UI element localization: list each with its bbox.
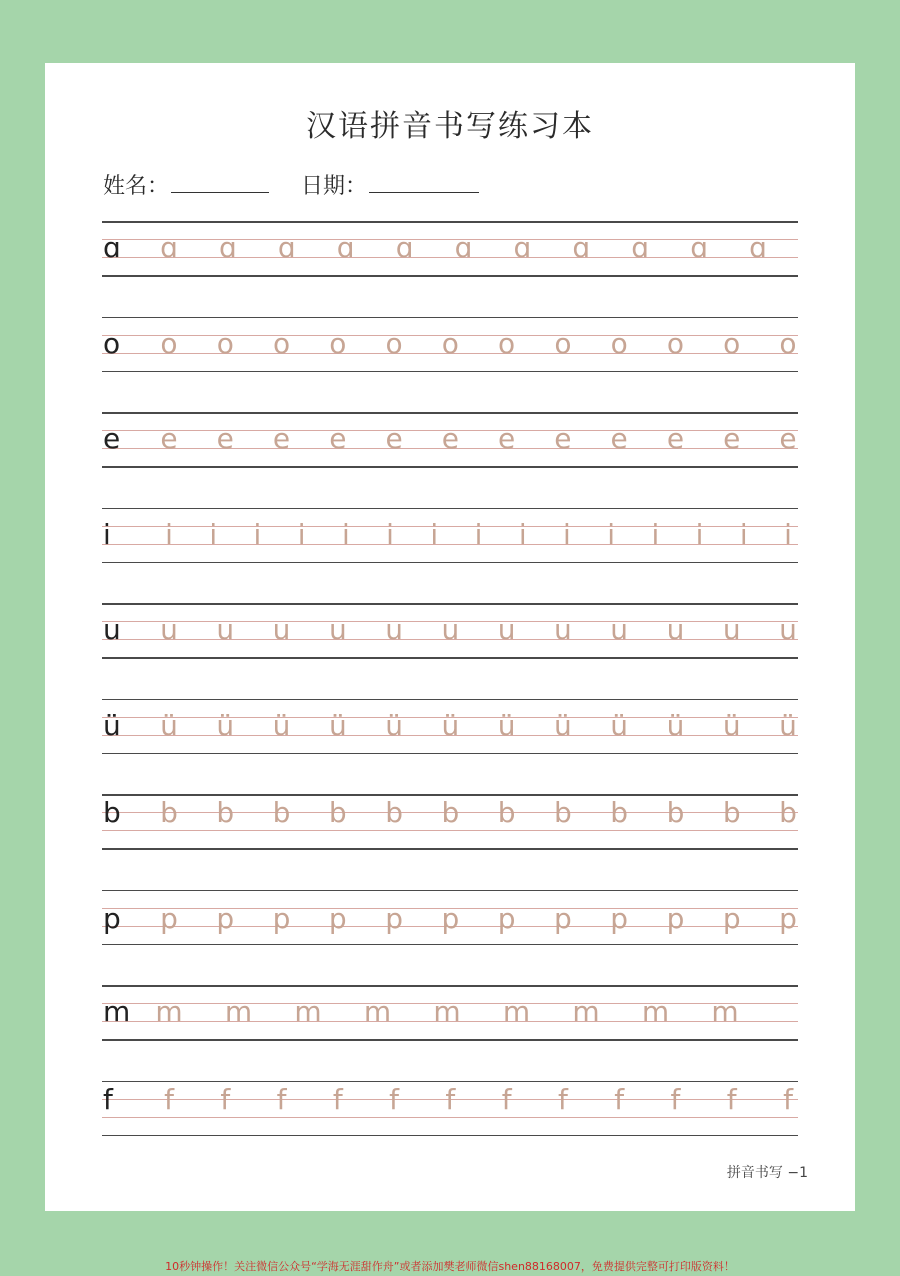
example-letter: p — [103, 901, 121, 935]
guide-line — [102, 466, 798, 468]
trace-letter: o — [272, 326, 291, 360]
worksheet-page — [45, 63, 855, 1211]
practice-row — [102, 890, 798, 944]
name-label: 姓名： — [103, 174, 170, 199]
trace-letter: u — [216, 613, 235, 646]
trace-letter: ü — [216, 708, 235, 742]
trace-letter: ɑ — [690, 231, 708, 264]
trace-letter: f — [164, 1082, 174, 1116]
trace-letter: b — [328, 796, 347, 829]
trace-letter: m — [502, 995, 531, 1028]
trace-letter: ɑ — [631, 231, 650, 264]
example-letter: i — [103, 517, 111, 551]
trace-letter: e — [666, 422, 685, 455]
practice-row — [102, 794, 798, 848]
trace-letter: i — [695, 517, 704, 551]
trace-letter: u — [722, 613, 741, 646]
trace-letter: u — [779, 613, 797, 646]
guide-line — [102, 890, 798, 892]
guide-line — [102, 275, 798, 277]
trace-letter: u — [666, 613, 685, 646]
trace-letter: u — [441, 613, 460, 646]
trace-letter: b — [722, 796, 741, 829]
trace-letter: o — [723, 326, 741, 360]
trace-letter: i — [784, 517, 792, 551]
trace-letter: p — [272, 901, 291, 935]
trace-letter: m — [572, 995, 600, 1028]
trace-letter: b — [160, 796, 178, 829]
trace-letter: u — [610, 613, 629, 646]
guide-line — [102, 985, 798, 987]
trace-letter: m — [155, 995, 183, 1028]
trace-letter: f — [726, 1082, 737, 1116]
trace-letter: o — [385, 326, 403, 360]
trace-letter: p — [216, 901, 235, 935]
trace-letter: ü — [441, 708, 460, 742]
trace-letter: e — [216, 422, 234, 455]
trace-letter: ɑ — [513, 231, 532, 264]
trace-letter: ü — [554, 708, 572, 742]
trace-letter: i — [297, 517, 306, 551]
practice-row — [102, 221, 798, 275]
trace-letter: b — [554, 796, 572, 829]
guide-line — [102, 753, 798, 755]
trace-letter: f — [670, 1082, 681, 1116]
trace-letter: e — [441, 422, 459, 455]
guide-line — [102, 412, 798, 414]
trace-letter: f — [783, 1082, 793, 1116]
trace-letter: e — [329, 422, 347, 455]
trace-letter: e — [610, 422, 628, 455]
date-label: 日期： — [301, 174, 368, 199]
trace-letter: b — [441, 796, 460, 829]
trace-letter: e — [385, 422, 403, 455]
name-field — [103, 169, 269, 200]
trace-letter: u — [160, 613, 178, 646]
date-field — [301, 169, 479, 200]
trace-letter: m — [294, 995, 322, 1028]
trace-letter: ü — [497, 708, 516, 742]
trace-letter: ü — [160, 708, 178, 742]
guide-line — [102, 603, 798, 605]
practice-row — [102, 1081, 798, 1135]
practice-row — [102, 317, 798, 371]
trace-letter: ü — [385, 708, 403, 742]
trace-letter: f — [445, 1082, 456, 1116]
trace-letter: ü — [272, 708, 291, 742]
trace-letter: p — [328, 901, 347, 935]
trace-letter: o — [610, 326, 628, 360]
example-letter: m — [103, 995, 131, 1028]
trace-letter: o — [498, 326, 516, 360]
guide-line — [102, 1039, 798, 1041]
trace-letter: p — [722, 901, 741, 935]
trace-letter: i — [430, 517, 439, 551]
trace-letter: i — [386, 517, 394, 551]
guide-line — [102, 1135, 798, 1137]
trace-letter: p — [666, 901, 685, 935]
trace-letter: i — [651, 517, 660, 551]
guide-line — [102, 371, 798, 373]
trace-letter: i — [563, 517, 571, 551]
trace-letter: ɑ — [749, 231, 767, 264]
trace-letter: b — [610, 796, 629, 829]
practice-row — [102, 603, 798, 657]
trace-letter: i — [253, 517, 262, 551]
trace-letter: ɑ — [395, 231, 414, 264]
trace-letter: e — [498, 422, 516, 455]
guide-line — [102, 221, 798, 223]
trace-letter: o — [666, 326, 685, 360]
example-letter: ü — [103, 708, 121, 742]
trace-letter: m — [363, 995, 392, 1028]
promo-banner: 10秒钟操作！关注微信公众号“学海无涯甜作舟”或者添加樊老师微信shen88168007，免费提供完整可打印版资料！ — [165, 1260, 735, 1273]
trace-letter: ü — [722, 708, 741, 742]
trace-letter: i — [341, 517, 350, 551]
trace-letter: ɑ — [160, 231, 178, 264]
trace-letter: i — [739, 517, 748, 551]
example-letter: u — [103, 613, 121, 646]
trace-letter: i — [474, 517, 483, 551]
trace-letter: ɑ — [336, 231, 355, 264]
trace-letter: e — [160, 422, 178, 455]
trace-letter: u — [497, 613, 516, 646]
trace-letter: e — [723, 422, 741, 455]
example-letter: e — [103, 422, 121, 455]
trace-letter: b — [497, 796, 516, 829]
trace-letter: o — [441, 326, 459, 360]
trace-letter: ɑ — [277, 231, 296, 264]
trace-letter: p — [385, 901, 403, 935]
trace-letter: i — [607, 517, 616, 551]
trace-letter: f — [501, 1082, 512, 1116]
guide-line — [102, 944, 798, 946]
trace-letter: ü — [779, 708, 797, 742]
practice-row — [102, 985, 798, 1039]
trace-letter: m — [224, 995, 253, 1028]
page-title: 汉语拼音书写练习本 — [306, 109, 594, 144]
trace-letter: f — [276, 1082, 287, 1116]
guide-line — [102, 508, 798, 510]
trace-letter: m — [433, 995, 461, 1028]
trace-letter: m — [711, 995, 739, 1028]
practice-row — [102, 508, 798, 562]
date-blank[interactable] — [369, 191, 479, 193]
practice-row — [102, 699, 798, 753]
guide-line — [102, 317, 798, 319]
guide-line — [102, 699, 798, 701]
trace-letter: p — [779, 901, 797, 935]
trace-letter: i — [209, 517, 218, 551]
trace-letter: b — [779, 796, 797, 829]
trace-letter: f — [557, 1082, 568, 1116]
trace-letter: f — [389, 1082, 399, 1116]
trace-letter: b — [666, 796, 685, 829]
trace-letter: o — [554, 326, 572, 360]
trace-letter: ü — [610, 708, 629, 742]
trace-letter: o — [329, 326, 347, 360]
example-letter: f — [103, 1082, 113, 1116]
trace-letter: p — [554, 901, 572, 935]
trace-letter: o — [216, 326, 234, 360]
trace-letter: i — [518, 517, 527, 551]
trace-letter: e — [272, 422, 291, 455]
trace-letter: b — [216, 796, 235, 829]
trace-letter: e — [779, 422, 797, 455]
trace-letter: o — [779, 326, 797, 360]
trace-letter: b — [385, 796, 403, 829]
trace-letter: f — [332, 1082, 343, 1116]
trace-letter: p — [160, 901, 178, 935]
trace-letter: ɑ — [572, 231, 591, 264]
guide-line — [102, 848, 798, 850]
trace-letter: p — [497, 901, 516, 935]
trace-letter: f — [220, 1082, 231, 1116]
trace-letter: f — [614, 1082, 625, 1116]
trace-letter: ɑ — [454, 231, 473, 264]
trace-letter: m — [641, 995, 670, 1028]
example-letter: ɑ — [103, 231, 121, 264]
trace-letter: ɑ — [219, 231, 237, 264]
example-letter: b — [103, 796, 121, 829]
trace-letter: u — [554, 613, 572, 646]
trace-letter: p — [610, 901, 629, 935]
trace-letter: u — [272, 613, 291, 646]
page-footer-label: 拼音书写 −1 — [726, 1165, 808, 1181]
example-letter: o — [103, 326, 121, 360]
trace-letter: e — [554, 422, 572, 455]
trace-letter: b — [272, 796, 291, 829]
trace-letter: ü — [666, 708, 685, 742]
trace-letter: p — [441, 901, 460, 935]
trace-letter: u — [385, 613, 403, 646]
guide-line — [102, 657, 798, 659]
practice-row — [102, 412, 798, 466]
trace-letter: o — [160, 326, 178, 360]
name-blank[interactable] — [171, 191, 269, 193]
guide-line — [102, 562, 798, 564]
trace-letter: ü — [328, 708, 347, 742]
trace-letter: i — [165, 517, 173, 551]
trace-letter: u — [328, 613, 347, 646]
